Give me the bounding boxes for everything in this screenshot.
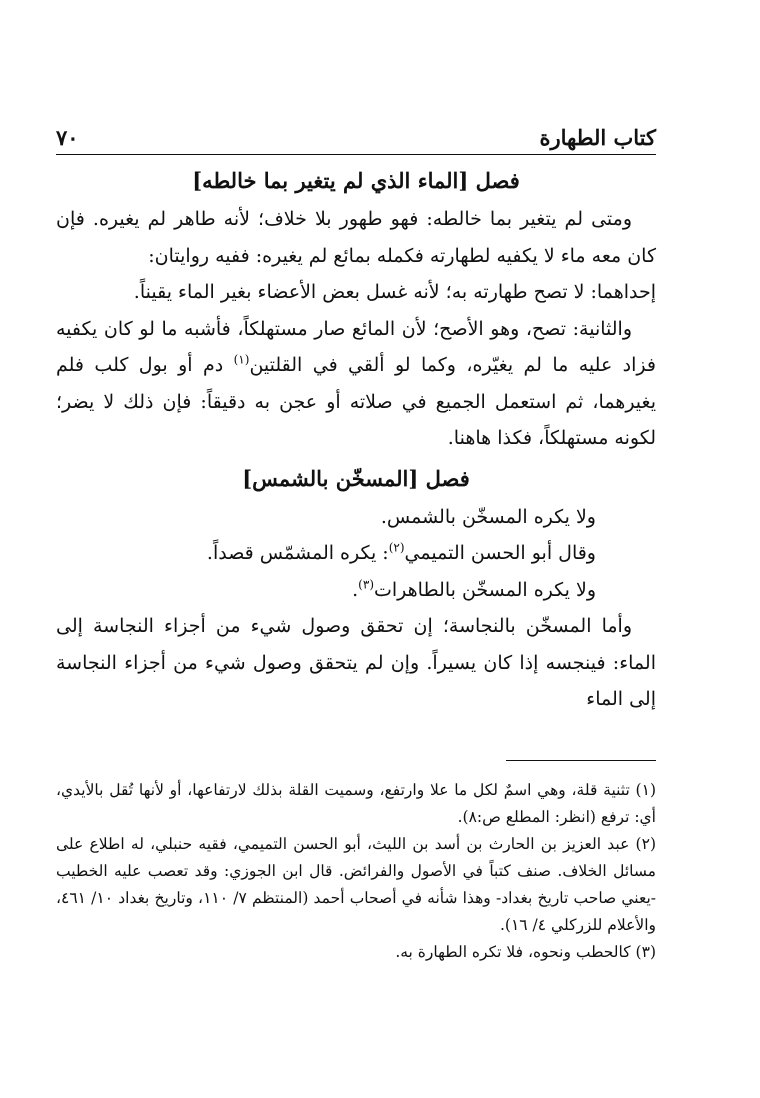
footnote-3: (٣) كالحطب ونحوه، فلا تكره الطهارة به.	[395, 942, 656, 961]
line-not-disliked: ولا يكره المسخّن بالشمس.	[380, 505, 596, 528]
paragraph-text: دم أو بول كلب فلم يغيرهما، ثم استعمل الجميع في صلاته أو عجن به دقيقاً: فإن ذلك لا يضر؛ لكونه مستهلكاً، فكذا هاهنا.	[56, 354, 656, 449]
running-header	[56, 118, 656, 155]
line-pure-heated	[56, 572, 656, 609]
footnote-ref-2[interactable]: (٢)	[388, 540, 405, 555]
section-title-sun-heated: فصل [المسخّن بالشمس]	[242, 465, 470, 491]
paragraph-first-narration: إحداهما: لا تصح طهارته به؛ لأنه غسل بعض الأعضاء بغير الماء يقيناً.	[133, 281, 656, 303]
line-text: وقال أبو الحسن التميمي	[404, 542, 596, 564]
paragraph-najasa-heated: وأما المسخّن بالنجاسة؛ إن تحقق وصول شيء من أجزاء النجاسة إلى الماء: فينجسه إذا كان يسيراً. وإن لم يتحقق وصول شيء من أجزاء النجاسة إلى الماء	[56, 615, 656, 710]
section-title-water: فصل [الماء الذي لم يتغير بما خالطه]	[192, 168, 520, 193]
footnote-1: (١) تثنية قلة، وهي اسمٌ لكل ما علا وارتفع، وسميت القلة بذلك لارتفاعها، أو لأنها تُقل بالأيدي، أي: ترفع (انظر: المطلع ص:٨).	[56, 780, 656, 826]
footnote-divider	[506, 760, 656, 761]
footnote-ref-1[interactable]: (١)	[233, 352, 250, 367]
paragraph-unchanged-water: ومتى لم يتغير بما خالطه: فهو طهور بلا خلاف؛ لأنه طاهر لم يغيره. فإن كان معه ماء لا يكفيه لطهارته فكمله بمائع لم يغيره: ففيه روايتان:	[56, 208, 656, 267]
paragraph-text: والثانية: تصح، وهو الأصح؛ لأن المائع صار مستهلكاً، فأشبه ما لو كان يكفيه فزاد عليه ما لم يغيّره، وكما لو ألقي في القلتين	[56, 317, 656, 376]
page-number: ٧٠	[56, 125, 79, 150]
line-text: : يكره المشمّس قصداً.	[206, 542, 389, 564]
line-text: ولا يكره المسخّن بالطاهرات	[374, 578, 596, 601]
footnote-ref-3[interactable]: (٣)	[358, 577, 374, 592]
book-page	[56, 118, 656, 966]
paragraph-second-narration	[56, 311, 656, 457]
line-text: .	[352, 578, 359, 601]
footnote-2: (٢) عبد العزيز بن الحارث بن أسد بن الليث، أبو الحسن التميمي، فقيه حنبلي، له اطلاع على مسائل الخلاف. صنف كتباً في الأصول والفرائض. قال ابن الجوزي: وقد تعصب عليه الخطيب -يعني صاحب تاريخ بغداد- وهذا شأنه في أصحاب أحمد (المنتظم ٧/ ١١٠، وتاريخ بغداد ١٠/ ٤٦١، والأعلام للزركلي ٤/ ١٦).	[56, 834, 657, 934]
book-title: كتاب الطهارة	[539, 125, 656, 150]
line-tamimi-opinion	[56, 535, 656, 572]
